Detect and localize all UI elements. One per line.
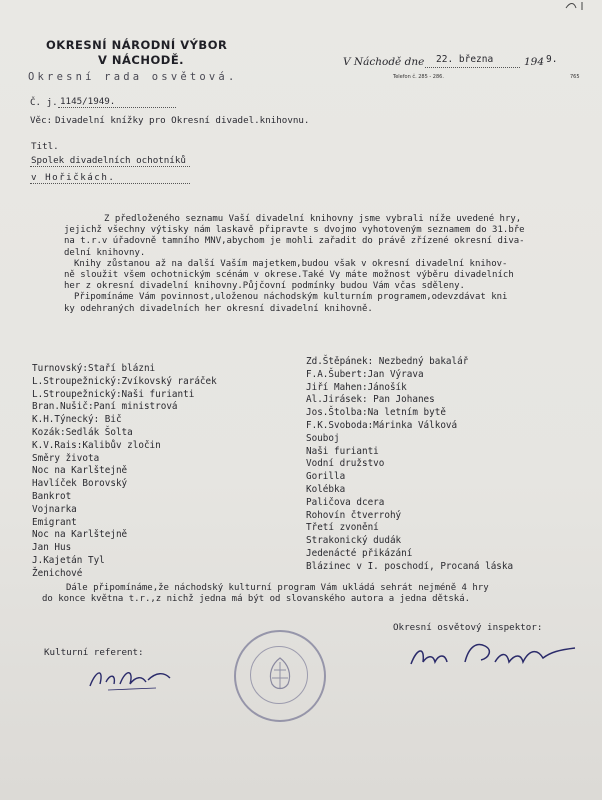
paragraph-line: her z okresní divadelní knihovny.Půjčovní podmínky budou Vám včas sděleny. xyxy=(64,281,465,292)
list-item: L.Stroupežnický:Zvíkovský raráček xyxy=(32,375,217,387)
closing-line: Dále připomínáme,že náchodský kulturní program Vám ukládá sehrát nejméně 4 hry xyxy=(66,583,489,593)
list-item: Vojnarka xyxy=(32,503,77,515)
list-item: Rohovín čtverrohý xyxy=(306,509,402,521)
year-label: 194 xyxy=(524,56,545,68)
list-item: Směry života xyxy=(32,452,100,464)
corner-mark-icon xyxy=(560,0,600,12)
list-item: J.Kajetán Tyl xyxy=(32,554,105,566)
list-item: Noc na Karlštejně xyxy=(32,529,128,541)
addressee-salutation: Titl. xyxy=(31,141,59,152)
paragraph-line: ně sloužit všem ochotnickým scénám v okrese.Také Vy máte možnost výběru divadelních xyxy=(64,270,514,281)
list-item: L.Stroupežnický:Naši furianti xyxy=(32,388,195,400)
reference-number: 1145/1949. xyxy=(60,96,116,107)
org-name-line1: OKRESNÍ NÁRODNÍ VÝBOR xyxy=(46,38,228,52)
date-dotline xyxy=(425,67,520,68)
paragraph-line: Knihy zůstanou až na další Vaším majetkem,budou však v okresní divadelní knihov- xyxy=(74,258,508,269)
list-item: Havlíček Borovský xyxy=(32,478,128,490)
plays-list-left xyxy=(32,363,217,581)
signature-right-title: Okresní osvětový inspektor: xyxy=(393,622,543,633)
date-value: 22. března xyxy=(436,54,494,65)
reference-label: Č. j. xyxy=(30,97,58,108)
list-item: F.A.Šubert:Jan Výrava xyxy=(306,368,424,380)
org-subtitle: Okresní rada osvětová. xyxy=(28,71,238,83)
list-item: Al.Jirásek: Pan Johanes xyxy=(306,394,435,406)
closing-line: do konce května t.r.,z nichž jedna má být od slovanského autora a jedna dětská. xyxy=(42,594,471,605)
list-item: Jan Hus xyxy=(32,542,72,554)
official-stamp xyxy=(234,630,326,722)
list-item: Paličova dcera xyxy=(306,496,385,508)
list-item: Jiří Mahen:Jánošík xyxy=(306,381,407,393)
list-item: Jedenácté přikázání xyxy=(306,547,413,559)
list-item: Bankrot xyxy=(32,490,72,502)
place-date-label: V Náchodě dne xyxy=(343,56,425,68)
list-item: K.V.Rais:Kalibův zločin xyxy=(32,439,161,451)
addressee-name: Spolek divadelních ochotníků xyxy=(31,155,186,166)
signature-left-title: Kulturní referent: xyxy=(44,647,144,658)
closing-text xyxy=(42,583,582,605)
list-item: Blázinec v I. poschodí, Procaná láska xyxy=(306,560,514,572)
list-item: Jos.Štolba:Na letním bytě xyxy=(306,407,446,419)
form-number: 765 xyxy=(570,74,580,80)
paragraph-line: delní knihovny. xyxy=(64,247,146,258)
list-item: Turnovský:Staří blázni xyxy=(32,363,156,374)
list-item: Strakonický dudák xyxy=(306,535,402,547)
signature-left-icon xyxy=(86,660,176,694)
list-item: Třetí zvonění xyxy=(306,522,379,534)
paragraph-line: Připomínáme Vám povinnost,uloženou náchodským kulturním programem,odevzdávat kni xyxy=(74,292,508,303)
list-item: Kozák:Sedlák Šolta xyxy=(32,426,133,438)
paragraph-line: jejichž všechny výtisky nám laskavě připravte s dvojmo vyhotoveným seznamem do 31.bře xyxy=(64,225,525,236)
list-item: Souboj xyxy=(306,432,340,444)
plays-list-right xyxy=(306,356,513,574)
paragraph-line: ky odehraných divadelních her okresní divadelní knihovně. xyxy=(64,303,373,314)
reference-dotline xyxy=(58,107,176,108)
list-item: F.K.Svoboda:Márinka Válková xyxy=(306,419,458,431)
list-item: Ženichové xyxy=(32,567,83,579)
signature-right-icon xyxy=(405,636,585,676)
list-item: Naši furianti xyxy=(306,445,379,457)
subject-text: Divadelní knížky pro Okresní divadel.knihovnu. xyxy=(55,115,310,126)
body-text xyxy=(64,214,584,315)
addressee-dotline-2 xyxy=(30,183,190,184)
list-item: Noc na Karlštejně xyxy=(32,465,128,477)
paragraph-line: Z předloženého seznamu Vaší divadelní knihovny jsme vybrali níže uvedené hry, xyxy=(104,214,522,224)
list-item: Kolébka xyxy=(306,483,346,495)
addressee-place: v Hořičkách. xyxy=(31,172,116,183)
list-item: Vodní družstvo xyxy=(306,458,385,470)
subject-label: Věc: xyxy=(30,115,53,126)
stamp-emblem-icon xyxy=(262,656,298,694)
addressee-dotline-1 xyxy=(30,166,190,167)
list-item: K.H.Týnecký: Bič xyxy=(32,414,122,426)
list-item: Emigrant xyxy=(32,516,77,528)
paragraph-line: na t.r.v úřadovně tamního MNV,abychom je mohli zařadit do právě zřízené okresní diva- xyxy=(64,236,525,247)
list-item: Zd.Štěpánek: Nezbedný bakalář xyxy=(306,356,469,367)
list-item: Gorilla xyxy=(306,471,346,483)
phone-line: Telefon č. 285 - 286. xyxy=(393,74,444,80)
list-item: Bran.Nušič:Paní ministrová xyxy=(32,401,178,413)
org-name-line2: V NÁCHODĚ. xyxy=(98,53,185,67)
year-suffix: 9. xyxy=(546,54,558,65)
